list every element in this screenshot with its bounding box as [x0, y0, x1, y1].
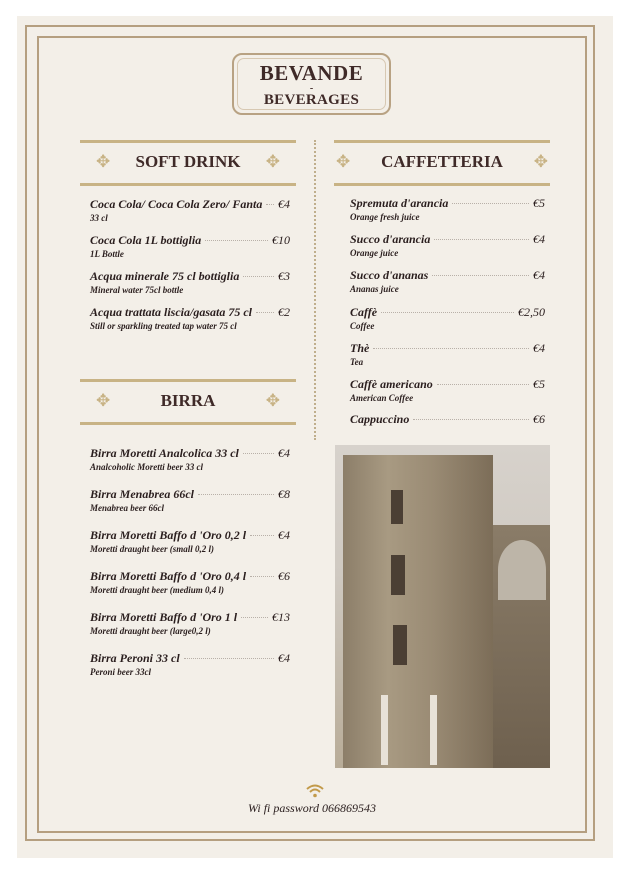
title-plaque: [232, 53, 391, 115]
item-price: €8: [278, 487, 290, 501]
leader-dots: [432, 275, 529, 276]
section-header-soft-drink: [80, 140, 296, 186]
section-header-caffetteria: [334, 140, 550, 186]
section-title: CAFFETTERIA: [381, 152, 503, 171]
item-name: Birra Moretti Baffo d 'Oro 0,2 l: [90, 528, 247, 542]
item-name: Caffè: [350, 305, 378, 319]
ornament-icon: ✥: [265, 152, 280, 172]
item-name: Birra Moretti Baffo d 'Oro 1 l: [90, 610, 238, 624]
item-name: Coca Cola/ Coca Cola Zero/ Fanta: [90, 197, 263, 211]
menu-item: [90, 233, 290, 259]
item-price: €4: [278, 651, 290, 665]
menu-item: [90, 487, 290, 513]
vintage-street-photo: [335, 445, 550, 768]
item-price: €3: [278, 269, 290, 283]
item-description: Coffee: [350, 321, 375, 331]
wifi-icon: [306, 784, 324, 798]
menu-item: [350, 232, 545, 258]
item-name: Acqua trattata liscia/gasata 75 cl: [90, 305, 253, 319]
menu-item: [350, 196, 545, 222]
item-description: 33 cl: [90, 213, 108, 223]
menu-item: [350, 377, 545, 403]
leader-dots: [243, 453, 274, 454]
menu-item: [90, 528, 290, 554]
leader-dots: [241, 617, 268, 618]
menu-item: [90, 197, 290, 223]
section-header-birra: [80, 379, 296, 425]
menu-item: [350, 412, 545, 427]
leader-dots: [452, 203, 529, 204]
item-description: Analcoholic Moretti beer 33 cl: [90, 462, 203, 472]
leader-dots: [434, 239, 529, 240]
item-price: €4: [278, 197, 290, 211]
item-name: Cappuccino: [350, 412, 410, 426]
item-description: Peroni beer 33cl: [90, 667, 151, 677]
menu-item: [350, 305, 545, 331]
menu-item: [350, 341, 545, 367]
header-rule-bottom: [334, 183, 550, 186]
ornament-icon: ✥: [265, 391, 280, 411]
item-name: Birra Menabrea 66cl: [90, 487, 195, 501]
item-price: €10: [272, 233, 290, 247]
leader-dots: [437, 384, 529, 385]
leader-dots: [373, 348, 529, 349]
item-description: Moretti draught beer (medium 0,4 l): [90, 585, 225, 595]
ornament-icon: ✥: [336, 152, 351, 172]
header-rule-bottom: [80, 422, 296, 425]
leader-dots: [184, 658, 274, 659]
item-name: Birra Moretti Analcolica 33 cl: [90, 446, 239, 460]
item-price: €5: [533, 377, 545, 391]
item-price: €5: [533, 196, 545, 210]
item-name: Caffè americano: [350, 377, 433, 391]
item-description: Mineral water 75cl bottle: [90, 285, 184, 295]
item-price: €6: [278, 569, 290, 583]
header-rule-top: [334, 140, 550, 143]
item-description: 1L Bottle: [90, 249, 124, 259]
item-description: Ananas juice: [350, 284, 399, 294]
ornament-icon: ✥: [96, 391, 111, 411]
photo-dome: [498, 540, 546, 600]
item-name: Acqua minerale 75 cl bottiglia: [90, 269, 240, 283]
menu-item: [90, 651, 290, 677]
menu-item: [90, 610, 290, 636]
item-price: €4: [533, 268, 545, 282]
leader-dots: [243, 276, 274, 277]
item-description: Orange fresh juice: [350, 212, 420, 222]
item-price: €4: [278, 528, 290, 542]
menu-item: [350, 268, 545, 294]
title-separator: -: [309, 83, 314, 94]
item-price: €4: [278, 446, 290, 460]
page-title: BEVANDE: [259, 61, 364, 85]
column-divider: [314, 140, 316, 440]
item-name: Spremuta d'arancia: [350, 196, 449, 210]
header-rule-top: [80, 140, 296, 143]
item-price: €2: [278, 305, 290, 319]
ornament-icon: ✥: [533, 152, 548, 172]
page-subtitle: BEVERAGES: [263, 92, 360, 108]
item-description: Menabrea beer 66cl: [90, 503, 164, 513]
ornament-icon: ✥: [96, 152, 111, 172]
header-rule-top: [80, 379, 296, 382]
item-price: €6: [533, 412, 545, 426]
leader-dots: [250, 576, 274, 577]
item-name: Coca Cola 1L bottiglia: [90, 233, 202, 247]
wifi-password-text: Wi fi password 066869543: [248, 801, 376, 815]
leader-dots: [381, 312, 514, 313]
leader-dots: [205, 240, 268, 241]
item-price: €4: [533, 232, 545, 246]
menu-item: [90, 269, 290, 295]
item-price: €2,50: [518, 305, 545, 319]
leader-dots: [413, 419, 529, 420]
item-name: Thè: [350, 341, 370, 355]
section-title: SOFT DRINK: [135, 152, 241, 171]
item-description: Orange juice: [350, 248, 399, 258]
menu-item: [90, 569, 290, 595]
menu-item: [90, 305, 290, 331]
item-name: Birra Peroni 33 cl: [90, 651, 180, 665]
item-name: Succo d'ananas: [350, 268, 429, 282]
leader-dots: [250, 535, 274, 536]
item-description: Still or sparkling treated tap water 75 cl: [90, 321, 237, 331]
item-price: €4: [533, 341, 545, 355]
item-description: Moretti draught beer (large0,2 l): [90, 626, 211, 636]
item-description: Moretti draught beer (small 0,2 l): [90, 544, 215, 554]
item-description: American Coffee: [350, 393, 414, 403]
menu-item: [90, 446, 290, 472]
item-description: Tea: [350, 357, 364, 367]
photo-palazzo: [343, 455, 493, 768]
item-name: Succo d'arancia: [350, 232, 431, 246]
leader-dots: [266, 204, 274, 205]
section-title: BIRRA: [160, 391, 216, 410]
leader-dots: [256, 312, 274, 313]
header-rule-bottom: [80, 183, 296, 186]
item-price: €13: [272, 610, 290, 624]
item-name: Birra Moretti Baffo d 'Oro 0,4 l: [90, 569, 247, 583]
leader-dots: [198, 494, 274, 495]
